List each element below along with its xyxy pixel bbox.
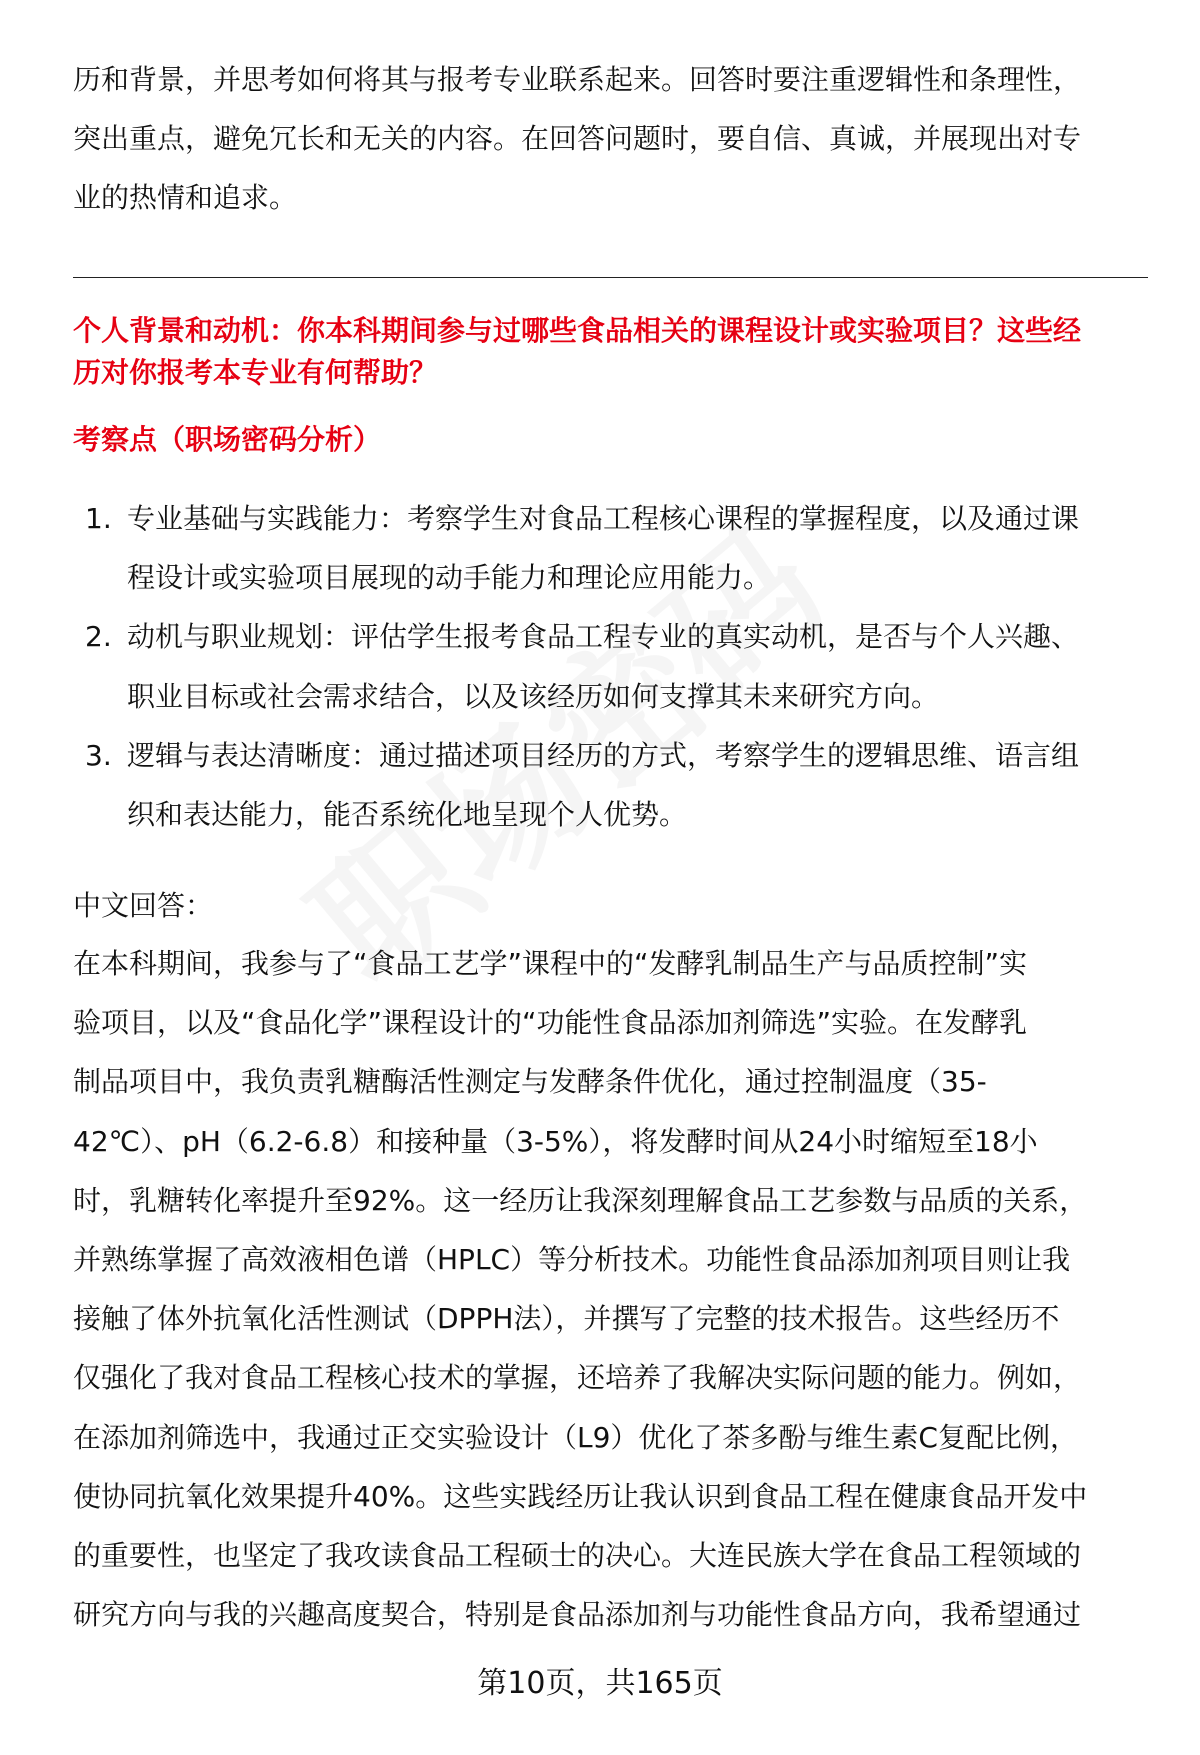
page-number: 第10页，共165页 <box>477 1666 723 1701</box>
intro-paragraph <box>73 50 1153 228</box>
text-line: 时，乳糖转化率提升至92%。这一经历让我深刻理解食品工艺参数与品质的关系， <box>73 1183 1088 1217</box>
text-line: 职业目标或社会需求结合，以及该经历如何支撑其未来研究方向。 <box>127 679 940 713</box>
list-item <box>73 726 1153 844</box>
list-number: 3. <box>85 738 112 772</box>
list-number: 1. <box>85 502 112 535</box>
text-line: 的重要性，也坚定了我攻读食品工程硕士的决心。大连民族大学在食品工程领域的 <box>73 1538 1082 1572</box>
text-line: 动机与职业规划：评估学生报考食品工程专业的真实动机，是否与个人兴趣、 <box>127 620 1080 654</box>
text-line: 制品项目中，我负责乳糖酶活性测定与发酵条件优化，通过控制温度（35- <box>73 1065 987 1099</box>
text-line: 仅强化了我对食品工程核心技术的掌握，还培养了我解决实际问题的能力。例如， <box>73 1361 1082 1395</box>
focus-title <box>73 410 1153 469</box>
text-line: 专业基础与实践能力：考察学生对食品工程核心课程的掌握程度，以及通过课 <box>127 502 1080 535</box>
text-line: 织和表达能力，能否系统化地呈现个人优势。 <box>127 797 688 831</box>
text-line: 42℃）、pH（6.2-6.8）和接种量（3-5%），将发酵时间从24小时缩短至18小 <box>73 1124 1038 1158</box>
list-item <box>73 607 1153 725</box>
answer-label-text: 中文回答： <box>73 889 214 922</box>
text-line: 在添加剂筛选中，我通过正交实验设计（L9）优化了茶多酚与维生素C复配比例， <box>73 1420 1078 1454</box>
focus-title-text: 考察点（职场密码分析） <box>73 423 382 456</box>
text-line: 历和背景，并思考如何将其与报考专业联系起来。回答时要注重逻辑性和条理性， <box>73 63 1082 96</box>
text-line: 业的热情和追求。 <box>73 181 298 215</box>
text-line: 接触了体外抗氧化活性测试（DPPH法），并撰写了完整的技术报告。这些经历不 <box>73 1302 1060 1336</box>
divider <box>73 277 1148 278</box>
answer-paragraph <box>73 934 1153 1644</box>
answer-label <box>73 876 1153 935</box>
text-line: 在本科期间，我参与了“食品工艺学”课程中的“发酵乳制品生产与品质控制”实 <box>73 947 1028 980</box>
text-line: 历对你报考本专业有何帮助？ <box>73 356 438 389</box>
text-line: 逻辑与表达清晰度：通过描述项目经历的方式，考察学生的逻辑思维、语言组 <box>127 738 1080 772</box>
text-line: 个人背景和动机：你本科期间参与过哪些食品相关的课程设计或实验项目？这些经 <box>73 314 1082 347</box>
text-line: 研究方向与我的兴趣高度契合，特别是食品添加剂与功能性食品方向，我希望通过 <box>73 1598 1082 1632</box>
text-line: 突出重点，避免冗长和无关的内容。在回答问题时，要自信、真诚，并展现出对专 <box>73 122 1082 156</box>
text-line: 并熟练掌握了高效液相色谱（HPLC）等分析技术。功能性食品添加剂项目则让我 <box>73 1242 1071 1276</box>
question-heading <box>73 310 1153 394</box>
focus-list <box>73 489 1153 844</box>
text-line: 使协同抗氧化效果提升40%。这些实践经历让我认识到食品工程在健康食品开发中 <box>73 1479 1088 1513</box>
list-item <box>73 489 1153 607</box>
text-line: 程设计或实验项目展现的动手能力和理论应用能力。 <box>127 561 772 595</box>
list-number: 2. <box>85 620 112 654</box>
text-line: 验项目，以及“食品化学”课程设计的“功能性食品添加剂筛选”实验。在发酵乳 <box>73 1006 1028 1040</box>
